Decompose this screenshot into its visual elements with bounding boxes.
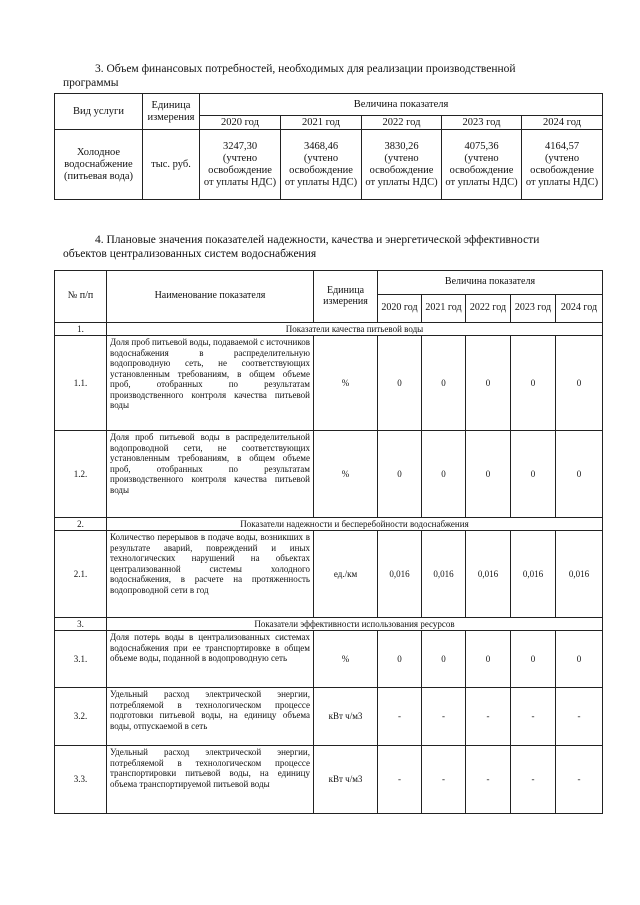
header-name: Наименование показателя xyxy=(107,271,314,323)
row-value: - xyxy=(422,746,466,814)
row-unit: % xyxy=(314,431,378,518)
amount-cell xyxy=(281,130,362,200)
header-year: 2021 год xyxy=(281,116,362,130)
amount-cell xyxy=(362,130,442,200)
section3-heading xyxy=(63,62,595,90)
section-num: 3. xyxy=(55,618,107,631)
amount-value: 3468,46 xyxy=(303,140,339,152)
row-value: - xyxy=(378,746,422,814)
vat-note: (учтено освобождение от уплаты НДС) xyxy=(365,152,438,188)
section4-heading-line1: 4. Плановые значения показателей надежности, качества и энергетической эффективности xyxy=(95,234,540,246)
row-value: 0 xyxy=(422,431,466,518)
row-value: - xyxy=(466,688,511,746)
indicators-table xyxy=(54,270,603,814)
row-value: - xyxy=(422,688,466,746)
section4-heading-line2: объектов централизованных систем водоснабжения xyxy=(63,248,317,260)
row-value: 0 xyxy=(378,431,422,518)
row-name: Удельный расход электрической энергии, потребляемой в технологическом процессе подготовки питьевой воды, на единицу объема воды, отпускаемой в сеть xyxy=(107,688,314,746)
section4-heading xyxy=(63,233,595,261)
row-value: 0 xyxy=(511,631,556,688)
header-year: 2024 год xyxy=(556,295,603,323)
amount-cell xyxy=(442,130,522,200)
row-value: 0 xyxy=(422,336,466,431)
row-value: 0 xyxy=(556,431,603,518)
row-value: 0,016 xyxy=(422,531,466,618)
row-num: 1.1. xyxy=(55,336,107,431)
section3-heading-line1: 3. Объем финансовых потребностей, необходимых для реализации производственной xyxy=(95,63,516,75)
row-value: 0,016 xyxy=(556,531,603,618)
amount-value: 4075,36 xyxy=(464,140,499,152)
row-num: 1.2. xyxy=(55,431,107,518)
table-row xyxy=(55,531,603,618)
row-num: 2.1. xyxy=(55,531,107,618)
row-value: 0 xyxy=(466,631,511,688)
row-value: - xyxy=(511,688,556,746)
header-value: Величина показателя xyxy=(378,271,603,295)
table-row xyxy=(55,336,603,431)
row-value: 0 xyxy=(556,631,603,688)
section-num: 1. xyxy=(55,323,107,336)
row-value: 0 xyxy=(378,631,422,688)
amount-value: 4164,57 xyxy=(544,140,580,152)
row-value: 0,016 xyxy=(378,531,422,618)
row-value: - xyxy=(556,688,603,746)
header-year: 2022 год xyxy=(466,295,511,323)
vat-note: (учтено освобождение от уплаты НДС) xyxy=(284,152,358,188)
header-year: 2021 год xyxy=(422,295,466,323)
row-value: 0 xyxy=(466,431,511,518)
section-title: Показатели качества питьевой воды xyxy=(107,323,603,336)
row-name: Доля потерь воды в централизованных системах водоснабжения при ее транспортировке в общем объеме воды, поданной в водопроводную сеть xyxy=(107,631,314,688)
amount-value: 3247,30 xyxy=(222,140,258,152)
row-unit: % xyxy=(314,631,378,688)
section-num: 2. xyxy=(55,518,107,531)
row-value: - xyxy=(511,746,556,814)
header-year: 2024 год xyxy=(522,116,603,130)
amount-cell xyxy=(522,130,603,200)
amount-cell xyxy=(200,130,281,200)
row-value: 0 xyxy=(466,336,511,431)
row-value: 0 xyxy=(511,431,556,518)
row-value: - xyxy=(378,688,422,746)
service-unit: тыс. руб. xyxy=(143,130,200,200)
header-year: 2023 год xyxy=(442,116,522,130)
header-service: Вид услуги xyxy=(55,94,143,130)
row-unit: ед./км xyxy=(314,531,378,618)
row-num: 3.1. xyxy=(55,631,107,688)
row-value: 0 xyxy=(378,336,422,431)
vat-note: (учтено освобождение от уплаты НДС) xyxy=(445,152,518,188)
financial-needs-table xyxy=(54,93,603,200)
row-num: 3.2. xyxy=(55,688,107,746)
service-name: Холодное водоснабжение (питьевая вода) xyxy=(55,130,143,200)
table-row xyxy=(55,688,603,746)
row-value: - xyxy=(466,746,511,814)
row-value: 0 xyxy=(556,336,603,431)
header-year: 2023 год xyxy=(511,295,556,323)
table-row xyxy=(55,746,603,814)
header-num: № п/п xyxy=(55,271,107,323)
row-name: Количество перерывов в подаче воды, возникших в результате аварий, повреждений и иных технологических нарушений на объектах централизованной системы холодного водоснабжения, в расчете на протяженность водопроводной сети в год xyxy=(107,531,314,618)
row-unit: % xyxy=(314,336,378,431)
row-value: 0 xyxy=(422,631,466,688)
vat-note: (учтено освобождение от уплаты НДС) xyxy=(203,152,277,188)
section-title: Показатели надежности и бесперебойности водоснабжения xyxy=(107,518,603,531)
header-year: 2022 год xyxy=(362,116,442,130)
table-row xyxy=(55,631,603,688)
section3-heading-line2: программы xyxy=(63,77,119,89)
row-value: 0,016 xyxy=(511,531,556,618)
amount-value: 3830,26 xyxy=(384,140,419,152)
row-value: 0 xyxy=(511,336,556,431)
table-row xyxy=(55,431,603,518)
row-num: 3.3. xyxy=(55,746,107,814)
row-name: Удельный расход электрической энергии, потребляемой в технологическом процессе транспортировки питьевой воды, на единицу объема транспортируемой питьевой воды xyxy=(107,746,314,814)
section-title: Показатели эффективности использования ресурсов xyxy=(107,618,603,631)
header-unit: Единица измерения xyxy=(314,271,378,323)
row-unit: кВт ч/м3 xyxy=(314,746,378,814)
row-name: Доля проб питьевой воды, подаваемой с источников водоснабжения в распределительную водопроводную сеть, не соответствующих установленным требованиям, в общем объеме проб, отобранных по результатам производственного контроля качества питьевой воды xyxy=(107,336,314,431)
row-unit: кВт ч/м3 xyxy=(314,688,378,746)
header-year: 2020 год xyxy=(378,295,422,323)
row-name: Доля проб питьевой воды в распределительной водопроводной сети, не соответствующих установленным требованиям, в общем объеме проб, отобранных по результатам производственного контроля качества питьевой воды xyxy=(107,431,314,518)
row-value: 0,016 xyxy=(466,531,511,618)
header-year: 2020 год xyxy=(200,116,281,130)
header-unit: Единица измерения xyxy=(143,94,200,130)
header-value: Величина показателя xyxy=(200,94,603,116)
vat-note: (учтено освобождение от уплаты НДС) xyxy=(525,152,599,188)
row-value: - xyxy=(556,746,603,814)
